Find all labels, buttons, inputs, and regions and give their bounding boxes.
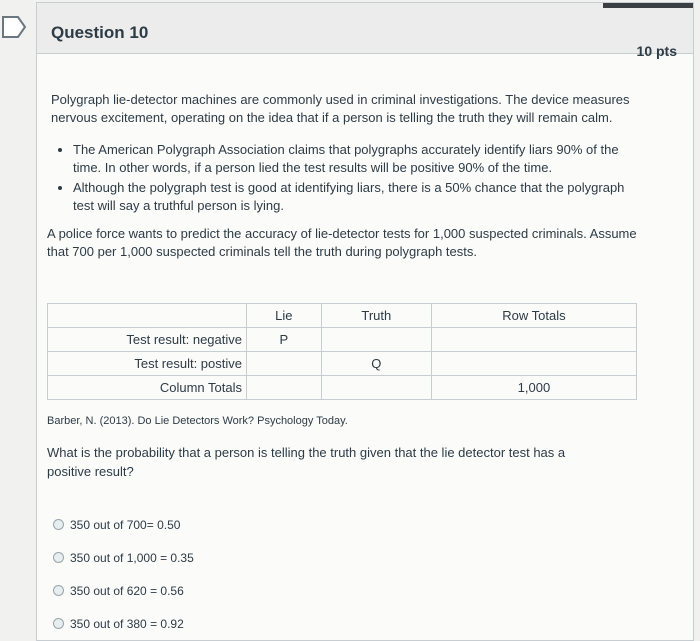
question-body xyxy=(47,91,679,261)
answer-option[interactable] xyxy=(53,574,194,607)
answer-label: 350 out of 1,000 = 0.35 xyxy=(70,550,194,565)
bullet-list xyxy=(51,141,679,215)
bookmark-flag-icon[interactable] xyxy=(0,14,32,40)
table-cell xyxy=(431,328,636,352)
table-cell xyxy=(321,328,431,352)
answer-option[interactable] xyxy=(53,607,194,640)
question-card xyxy=(36,2,694,641)
table-header-cell: Truth xyxy=(321,304,431,328)
table-cell: P xyxy=(247,328,322,352)
question-title: Question 10 xyxy=(51,23,149,42)
table-cell: Test result: postive xyxy=(48,352,247,376)
radio-button-icon[interactable] xyxy=(53,585,64,596)
answer-label: 350 out of 700= 0.50 xyxy=(70,517,181,532)
table-cell xyxy=(247,376,322,400)
answer-option[interactable] xyxy=(53,541,194,574)
scenario-paragraph: A police force wants to predict the accuracy of lie-detector tests for 1,000 suspected criminals. Assume that 700 per 1,000 suspected criminals tell the truth during polygraph tests. xyxy=(47,226,637,259)
bullet-item: • Although the polygraph test is good at identifying liars, there is a 50% chance that the polygraph test will say a truthful person is lying. xyxy=(73,179,633,215)
table-row xyxy=(48,328,637,352)
question-header xyxy=(37,3,693,59)
radio-button-icon[interactable] xyxy=(53,618,64,629)
table-header-cell xyxy=(48,304,247,328)
table-cell: Test result: negative xyxy=(48,328,247,352)
answer-label: 350 out of 620 = 0.56 xyxy=(70,583,184,598)
table-cell xyxy=(247,352,322,376)
table-header-row xyxy=(48,304,637,328)
answer-list xyxy=(53,508,194,640)
table-cell: Column Totals xyxy=(48,376,247,400)
header-strip xyxy=(603,3,693,8)
points-label: 10 pts xyxy=(636,43,677,59)
table-cell xyxy=(431,352,636,376)
question-prompt: What is the probability that a person is telling the truth given that the lie detector test has a positive result? xyxy=(47,445,566,479)
intro-paragraph: Polygraph lie-detector machines are commonly used in criminal investigations. The device measures nervous excitement, operating on the idea that if a person is telling the truth they will remain calm. xyxy=(51,92,630,125)
table-header-cell: Lie xyxy=(247,304,322,328)
table-row xyxy=(48,376,637,400)
table-row xyxy=(48,352,637,376)
table-header-cell: Row Totals xyxy=(431,304,636,328)
bullet-item: • The American Polygraph Association claims that polygraphs accurately identify liars 90% of the time. In other words, if a person lied the test results will be positive 90% of the time. xyxy=(73,141,633,177)
answer-option[interactable] xyxy=(53,508,194,541)
table-cell: 1,000 xyxy=(431,376,636,400)
citation: Barber, N. (2013). Do Lie Detectors Work? Psychology Today. xyxy=(47,415,348,427)
table-cell: Q xyxy=(321,352,431,376)
contingency-table xyxy=(47,303,637,400)
radio-button-icon[interactable] xyxy=(53,552,64,563)
radio-button-icon[interactable] xyxy=(53,519,64,530)
table-cell xyxy=(321,376,431,400)
answer-label: 350 out of 380 = 0.92 xyxy=(70,616,184,631)
